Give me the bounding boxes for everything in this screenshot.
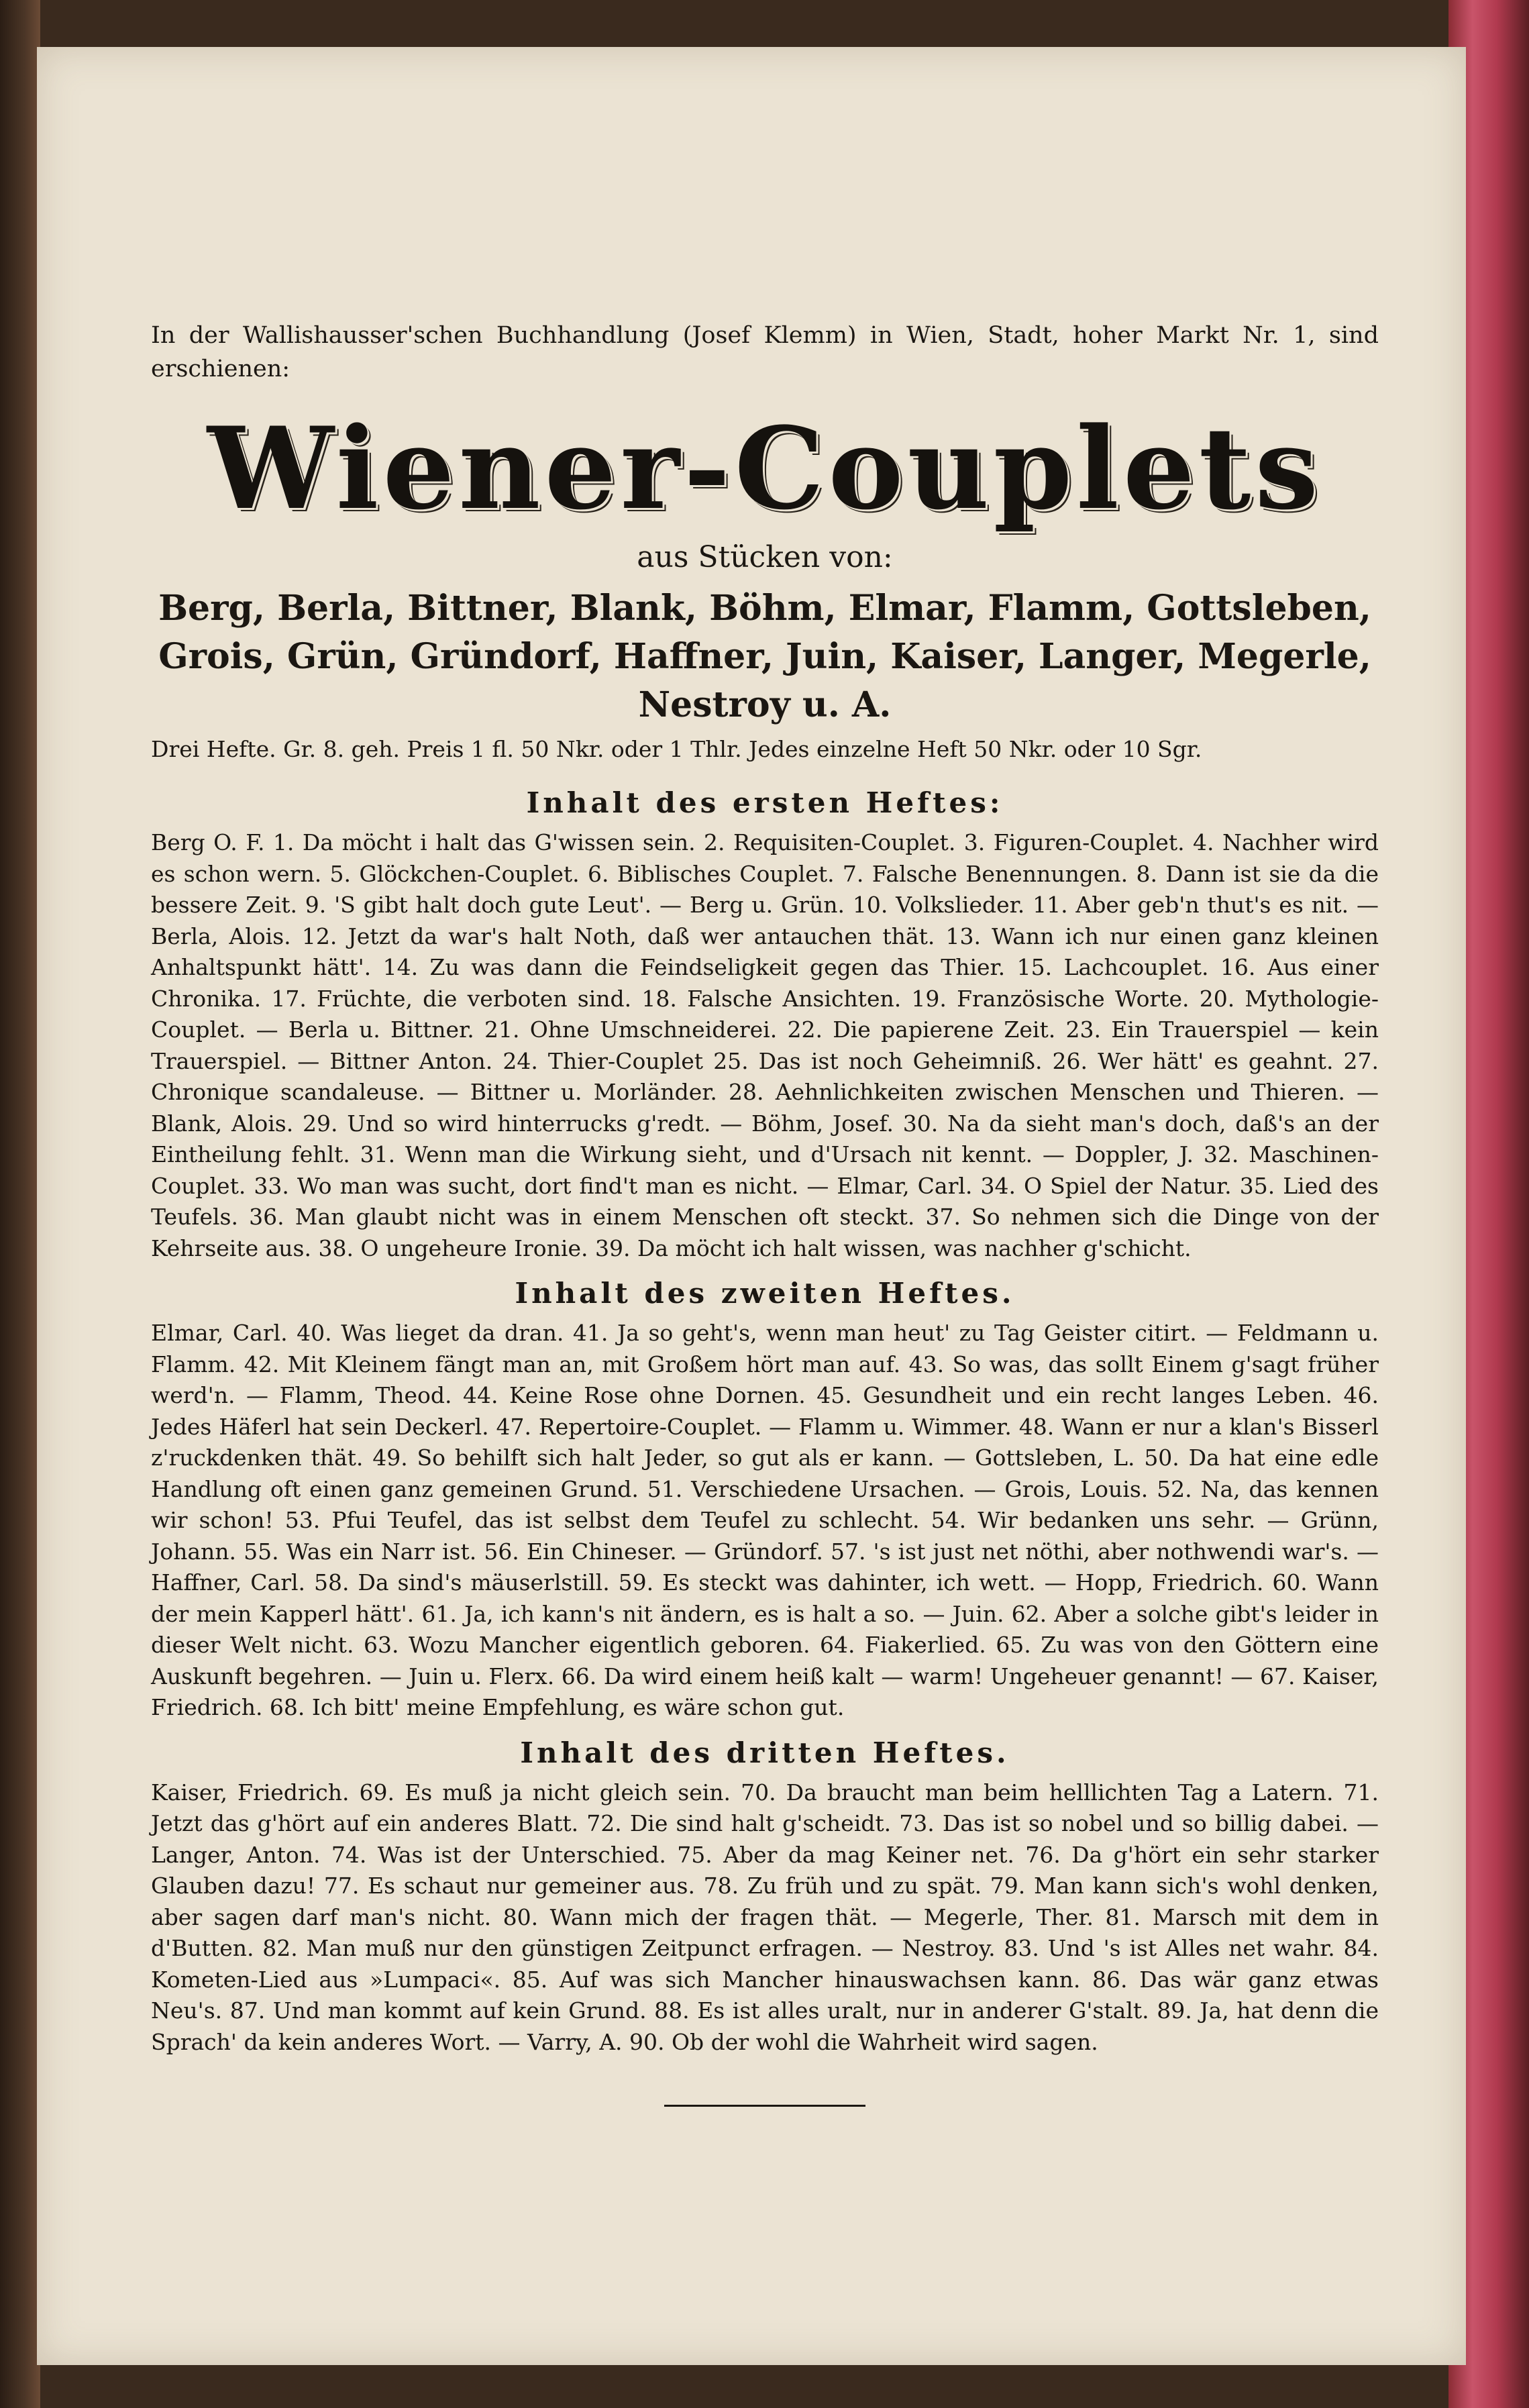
publisher-intro: In der Wallishausser'schen Buchhandlung (Josef Klemm) in Wien, Stadt, hoher Markt Nr. 1, sind erschienen: bbox=[151, 322, 1379, 382]
title-row bbox=[151, 402, 1379, 535]
main-title: Wiener-Couplets bbox=[207, 402, 1322, 535]
price-line: Drei Hefte. Gr. 8. geh. Preis 1 fl. 50 Nkr. oder 1 Thlr. Jedes einzelne Heft 50 Nkr. oder 10 Sgr. bbox=[151, 736, 1202, 762]
closing-rule bbox=[664, 2105, 865, 2107]
subtitle: aus Stücken von: bbox=[637, 540, 893, 574]
advertisement-text bbox=[151, 319, 1379, 2107]
book-page bbox=[37, 47, 1466, 2365]
section-body-2: Elmar, Carl. 40. Was lieget da dran. 41. Ja so geht's, wenn man heut' zu Tag Geister citirt. — Feldmann u. Flamm. 42. Mit Kleinem fängt man an, mit Großem hört man auf. 43. So was, das sollt Einem g'sagt früher werd'n. — Flamm, Theod. 44. Keine Rose ohne Dornen. 45. Gesundheit und ein recht langes Leben. 46. Jedes Häferl hat sein Deckerl. 47. Repertoire-Couplet. — Flamm u. Wimmer. 48. Wann er nur a klan's Bisserl z'ruckdenken thät. 49. So behilft sich halt Jeder, so gut als er kann. — Gottsleben, L. 50. Da hat eine edle Handlung oft einen ganz gemeinen Grund. 51. Verschiedene Ursachen. — Grois, Louis. 52. Na, das kennen wir schon! 53. Pfui Teufel, das ist selbst dem Teufel zu schlecht. 54. Wir bedanken uns sehr. — Grünn, Johann. 55. Was ein Narr ist. 56. Ein Chineser. — Gründorf. 57. 's ist just net nöthi, aber nothwendi war's. — Haffner, Carl. 58. Da sind's mäuserlstill. 59. Es steckt was dahinter, ich wett. — Hopp, Friedrich. 60. Wann der mein Kapperl hätt'. 61. Ja, ich kann's nit ändern, es is halt a so. — Juin. 62. Aber a solche gibt's leider in dieser Welt nicht. 63. Wozu Mancher eigentlich geboren. 64. Fiakerlied. 65. Zu was von den Göttern eine Auskunft begehren. — Juin u. Flerx. 66. Da wird einem heiß kalt — warm! Ungeheuer genannt! — 67. Kaiser, Friedrich. 68. Ich bitt' meine Empfehlung, es wäre schon gut. bbox=[151, 1320, 1379, 1720]
section-heading-1: Inhalt des ersten Heftes: bbox=[526, 786, 1004, 819]
section-body-3: Kaiser, Friedrich. 69. Es muß ja nicht gleich sein. 70. Da braucht man beim helllichten Tag a Latern. 71. Jetzt das g'hört auf ein anderes Blatt. 72. Die sind halt g'scheidt. 73. Das ist so nobel und so billig dabei. — Langer, Anton. 74. Was ist der Unterschied. 75. Aber da mag Keiner net. 76. Da g'hört ein sehr starker Glauben dazu! 77. Es schaut nur gemeiner aus. 78. Zu früh und zu spät. 79. Man kann sich's wohl denken, aber sagen darf man's nicht. 80. Wann mich der fragen thät. — Megerle, Ther. 81. Marsch mit dem in d'Butten. 82. Man muß nur den günstigen Zeitpunct erfragen. — Nestroy. 83. Und 's ist Alles net wahr. 84. Kometen-Lied aus »Lumpaci«. 85. Auf was sich Mancher hinauswachsen kann. 86. Das wär ganz etwas Neu's. 87. Und man kommt auf kein Grund. 88. Es ist alles uralt, nur in anderer G'stalt. 89. Ja, hat denn die Sprach' da kein anderes Wort. — Varry, A. 90. Ob der wohl die Wahrheit wird sagen. bbox=[151, 1779, 1379, 2055]
section-heading-2: Inhalt des zweiten Heftes. bbox=[515, 1277, 1015, 1310]
book-cover-left-edge bbox=[0, 0, 40, 2408]
section-body-1: Berg O. F. 1. Da möcht i halt das G'wissen sein. 2. Requisiten-Couplet. 3. Figuren-Couplet. 4. Nachher wird es schon wern. 5. Glöckchen-Couplet. 6. Biblisches Couplet. 7. Falsche Benennungen. 8. Dann ist sie da die bessere Zeit. 9. 'S gibt halt doch gute Leut'. — Berg u. Grün. 10. Volkslieder. 11. Aber geb'n thut's es nit. — Berla, Alois. 12. Jetzt da war's halt Noth, daß wer antauchen thät. 13. Wann ich nur einen ganz kleinen Anhaltspunkt hätt'. 14. Zu was dann die Feindseligkeit gegen das Thier. 15. Lachcouplet. 16. Aus einer Chronika. 17. Früchte, die verboten sind. 18. Falsche Ansichten. 19. Französische Worte. 20. Mythologie-Couplet. — Berla u. Bittner. 21. Ohne Umschneiderei. 22. Die papierene Zeit. 23. Ein Trauerspiel — kein Trauerspiel. — Bittner Anton. 24. Thier-Couplet 25. Das ist noch Geheimniß. 26. Wer hätt' es geahnt. 27. Chronique scandaleuse. — Bittner u. Morländer. 28. Aehnlichkeiten zwischen Menschen und Thieren. — Blank, Alois. 29. Und so wird hinterrucks g'redt. — Böhm, Josef. 30. Na da sieht man's doch, daß's an der Eintheilung fehlt. 31. Wenn man die Wirkung sieht, und d'Ursach nit kennt. — Doppler, J. 32. Maschinen-Couplet. 33. Wo man was sucht, dort find't man es nicht. — Elmar, Carl. 34. O Spiel der Natur. 35. Lied des Teufels. 36. Man glaubt nicht was in einem Menschen oft steckt. 37. So nehmen sich die Dinge von der Kehrseite aus. 38. O ungeheure Ironie. 39. Da möcht ich halt wissen, was nachher g'schicht. bbox=[151, 829, 1379, 1261]
section-heading-3: Inhalt des dritten Heftes. bbox=[520, 1736, 1010, 1769]
author-list: Berg, Berla, Bittner, Blank, Böhm, Elmar, Flamm, Gottsleben, Grois, Grün, Gründorf, Haffner, Juin, Kaiser, Langer, Megerle, Nestroy u. A. bbox=[158, 588, 1371, 725]
